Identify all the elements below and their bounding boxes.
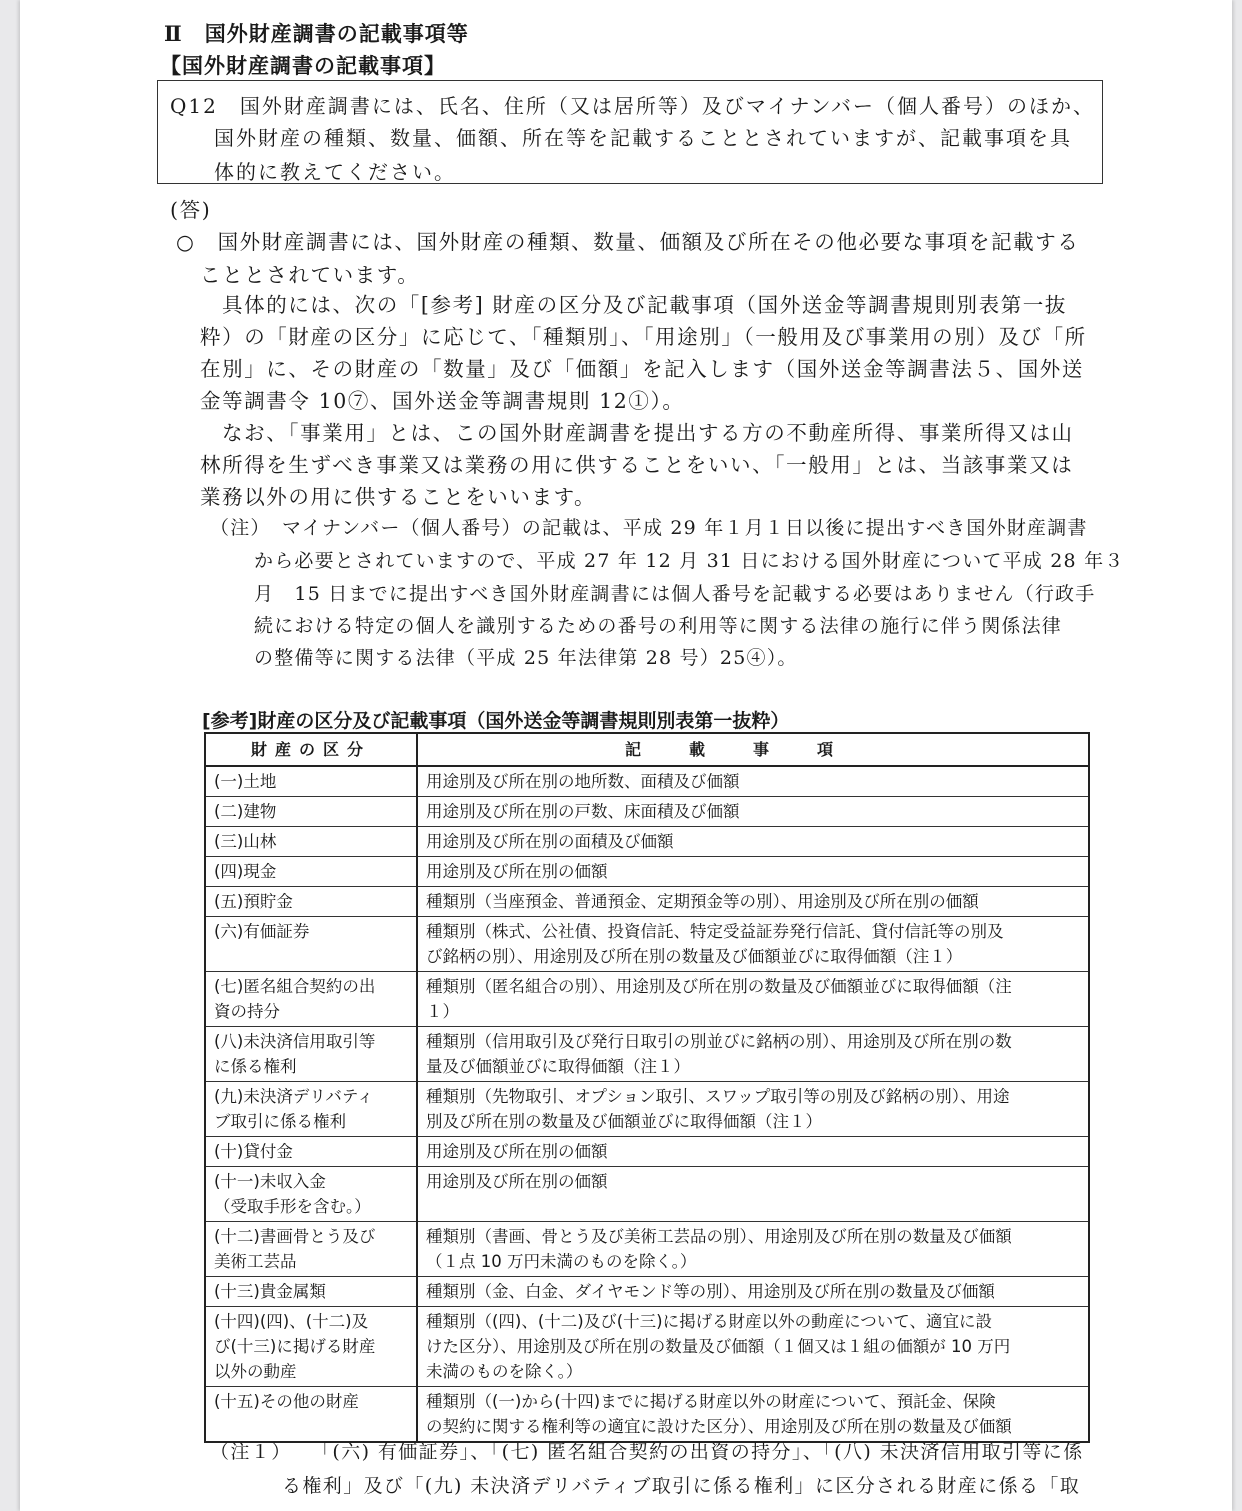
details-cell: [417, 1277, 1089, 1307]
category-cell: [205, 1387, 417, 1443]
column-header-category: 財産の区分: [205, 733, 417, 766]
category-text: (十)貸付金: [214, 1142, 293, 1161]
answer-line: 林所得を生ずべき事業又は業務の用に供することをいい、「一般用」とは、当該事業又は: [200, 453, 1074, 477]
question-line: 国外財産の種類、数量、価額、所在等を記載することとされていますが、記載事項を具: [214, 126, 1072, 150]
details-text: 種類別（当座預金、普通預金、定期預金等の別）、用途別及び所在別の価額: [426, 892, 979, 911]
category-text: (十二)書画骨とう及び: [214, 1227, 376, 1246]
details-text: 用途別及び所在別の地所数、面積及び価額: [426, 772, 740, 791]
category-cell: [205, 797, 417, 827]
details-cell: [417, 1167, 1089, 1222]
details-text: 種類別（信用取引及び発行日取引の別並びに銘柄の別）、用途別及び所在別の数: [426, 1032, 1012, 1051]
subheading: 【国外財産調書の記載事項】: [160, 53, 446, 78]
note-line: から必要とされていますので、平成 27 年 12 月 31 日における国外財産について平成 28 年３: [254, 550, 1125, 572]
details-text: 量及び価額並びに取得価額（注１）: [426, 1057, 690, 1076]
category-text: 資の持分: [214, 1002, 280, 1021]
category-cell: [205, 887, 417, 917]
table-row: [205, 1222, 1089, 1277]
category-cell: [205, 972, 417, 1027]
category-text: (二)建物: [214, 802, 277, 821]
category-cell: [205, 766, 417, 797]
table-header-row: [205, 733, 1089, 766]
property-category-table: [204, 732, 1090, 1443]
section-heading: Ⅱ 国外財産調書の記載事項等: [164, 21, 469, 46]
details-cell: [417, 1137, 1089, 1167]
table-row: [205, 917, 1089, 972]
question-line: 体的に教えてください。: [214, 160, 456, 184]
reference-table-title: [参考]財産の区分及び記載事項（国外送金等調書規則別表第一抜粋）: [202, 710, 790, 732]
table-row: [205, 1387, 1089, 1443]
answer-line: 粋）の「財産の区分」に応じて、「種類別」、「用途別」（一般用及び事業用の別）及び「所: [200, 325, 1087, 349]
details-cell: [417, 972, 1089, 1027]
details-cell: [417, 766, 1089, 797]
table-row: [205, 1307, 1089, 1387]
note-line: の整備等に関する法律（平成 25 年法律第 28 号）25④）。: [254, 647, 798, 669]
details-cell: [417, 857, 1089, 887]
details-text: 種類別（先物取引、オプション取引、スワップ取引等の別及び銘柄の別）、用途: [426, 1087, 1010, 1106]
category-text: 美術工芸品: [214, 1252, 297, 1271]
answer-line: ○ 国外財産調書には、国外財産の種類、数量、価額及び所在その他必要な事項を記載する: [176, 230, 1080, 254]
details-text: 別及び所在別の数量及び価額並びに取得価額（注１）: [426, 1112, 822, 1131]
category-text: (十一)未収入金: [214, 1172, 326, 1191]
footnote-line: 「(六) 有価証券」、「(七) 匿名組合契約の出資の持分」、「(八) 未決済信用取引等に係: [312, 1441, 1084, 1463]
details-text: 種類別（書画、骨とう及び美術工芸品の別）、用途別及び所在別の数量及び価額: [426, 1227, 1012, 1246]
details-cell: [417, 1307, 1089, 1387]
category-cell: [205, 1027, 417, 1082]
note-label: （注）: [210, 517, 271, 539]
details-text: 用途別及び所在別の価額: [426, 1172, 608, 1191]
details-text: 種類別（(四)、(十二)及び(十三)に掲げる財産以外の動産について、適宜に設: [426, 1312, 992, 1331]
category-cell: [205, 917, 417, 972]
details-cell: [417, 917, 1089, 972]
details-cell: [417, 1222, 1089, 1277]
table-row: [205, 1027, 1089, 1082]
details-text: の契約に関する権利等の適宜に設けた区分）、用途別及び所在別の数量及び価額: [426, 1417, 1012, 1436]
category-text: (十五)その他の財産: [214, 1392, 359, 1411]
table-row: [205, 797, 1089, 827]
question-box: [157, 80, 1103, 184]
details-text: 種類別（(一)から(十四)までに掲げる財産以外の財産について、預託金、保険: [426, 1392, 996, 1411]
table-row: [205, 1082, 1089, 1137]
details-cell: [417, 1387, 1089, 1443]
category-cell: [205, 1307, 417, 1387]
category-text: 以外の動産: [214, 1362, 297, 1381]
answer-label: (答): [170, 198, 212, 222]
category-text: び(十三)に掲げる財産: [214, 1337, 376, 1356]
table-row: [205, 1137, 1089, 1167]
footnote-label: （注１）: [210, 1441, 292, 1463]
answer-line: 業務以外の用に供することをいいます。: [200, 485, 597, 509]
category-cell: [205, 1137, 417, 1167]
category-text: （受取手形を含む。）: [214, 1197, 371, 1216]
category-cell: [205, 1277, 417, 1307]
table-row: [205, 972, 1089, 1027]
details-text: 用途別及び所在別の価額: [426, 1142, 608, 1161]
details-text: び銘柄の別）、用途別及び所在別の数量及び価額並びに取得価額（注１）: [426, 947, 963, 966]
details-text: 種類別（金、白金、ダイヤモンド等の別）、用途別及び所在別の数量及び価額: [426, 1282, 995, 1301]
category-text: に係る権利: [214, 1057, 297, 1076]
category-cell: [205, 1167, 417, 1222]
category-text: ブ取引に係る権利: [214, 1112, 346, 1131]
category-text: (四)現金: [214, 862, 277, 881]
document-page: [20, 0, 1232, 1511]
column-header-details: 記載事項: [417, 733, 1089, 766]
details-text: 種類別（株式、公社債、投資信託、特定受益証券発行信託、貸付信託等の別及: [426, 922, 1004, 941]
category-text: (三)山林: [214, 832, 277, 851]
table-row: [205, 1277, 1089, 1307]
answer-line: 具体的には、次の「[参考] 財産の区分及び記載事項（国外送金等調書規則別表第一抜: [222, 293, 1068, 317]
category-text: (一)土地: [214, 772, 277, 791]
answer-line: こととされています。: [200, 263, 420, 287]
details-text: けた区分）、用途別及び所在別の数量及び価額（１個又は１組の価額が 10 万円: [426, 1337, 1011, 1356]
table-row: [205, 887, 1089, 917]
category-text: (九)未決済デリバティ: [214, 1087, 374, 1106]
category-cell: [205, 827, 417, 857]
table-row: [205, 857, 1089, 887]
details-cell: [417, 1082, 1089, 1137]
category-text: (七)匿名組合契約の出: [214, 977, 376, 996]
note-line: マイナンバー（個人番号）の記載は、平成 29 年１月１日以後に提出すべき国外財産調書: [282, 517, 1088, 539]
details-text: 未満のものを除く。）: [426, 1362, 583, 1381]
details-cell: [417, 1027, 1089, 1082]
category-text: (六)有価証券: [214, 922, 310, 941]
category-text: (八)未決済信用取引等: [214, 1032, 376, 1051]
note-line: 月 15 日までに提出すべき国外財産調書には個人番号を記載する必要はありません（行政手: [254, 583, 1096, 605]
table-body: [205, 766, 1089, 1442]
category-text: (五)預貯金: [214, 892, 293, 911]
answer-line: 在別」に、その財産の「数量」及び「価額」を記入します（国外送金等調書法５、国外送: [200, 357, 1084, 381]
category-cell: [205, 857, 417, 887]
details-cell: [417, 797, 1089, 827]
category-text: (十三)貴金属類: [214, 1282, 326, 1301]
details-text: 種類別（匿名組合の別）、用途別及び所在別の数量及び価額並びに取得価額（注: [426, 977, 1012, 996]
details-text: 用途別及び所在別の価額: [426, 862, 608, 881]
details-text: （１点 10 万円未満のものを除く。）: [426, 1252, 697, 1271]
category-cell: [205, 1222, 417, 1277]
answer-line: 金等調書令 10⑦、国外送金等調書規則 12①）。: [200, 389, 685, 413]
table-row: [205, 1167, 1089, 1222]
footnote-line: る権利」及び「(九) 未決済デリバティブ取引に係る権利」に区分される財産に係る「取: [282, 1475, 1081, 1497]
table-row: [205, 766, 1089, 797]
details-text: １）: [426, 1002, 459, 1021]
category-text: (十四)(四)、(十二)及: [214, 1312, 369, 1331]
details-cell: [417, 827, 1089, 857]
category-cell: [205, 1082, 417, 1137]
details-text: 用途別及び所在別の戸数、床面積及び価額: [426, 802, 740, 821]
details-text: 用途別及び所在別の面積及び価額: [426, 832, 674, 851]
details-cell: [417, 887, 1089, 917]
question-line: Q12 国外財産調書には、氏名、住所（又は居所等）及びマイナンバー（個人番号）のほか、: [170, 94, 1096, 118]
note-line: 続における特定の個人を識別するための番号の利用等に関する法律の施行に伴う関係法律: [254, 615, 1063, 637]
answer-line: なお、「事業用」とは、この国外財産調書を提出する方の不動産所得、事業所得又は山: [222, 421, 1074, 445]
table-row: [205, 827, 1089, 857]
